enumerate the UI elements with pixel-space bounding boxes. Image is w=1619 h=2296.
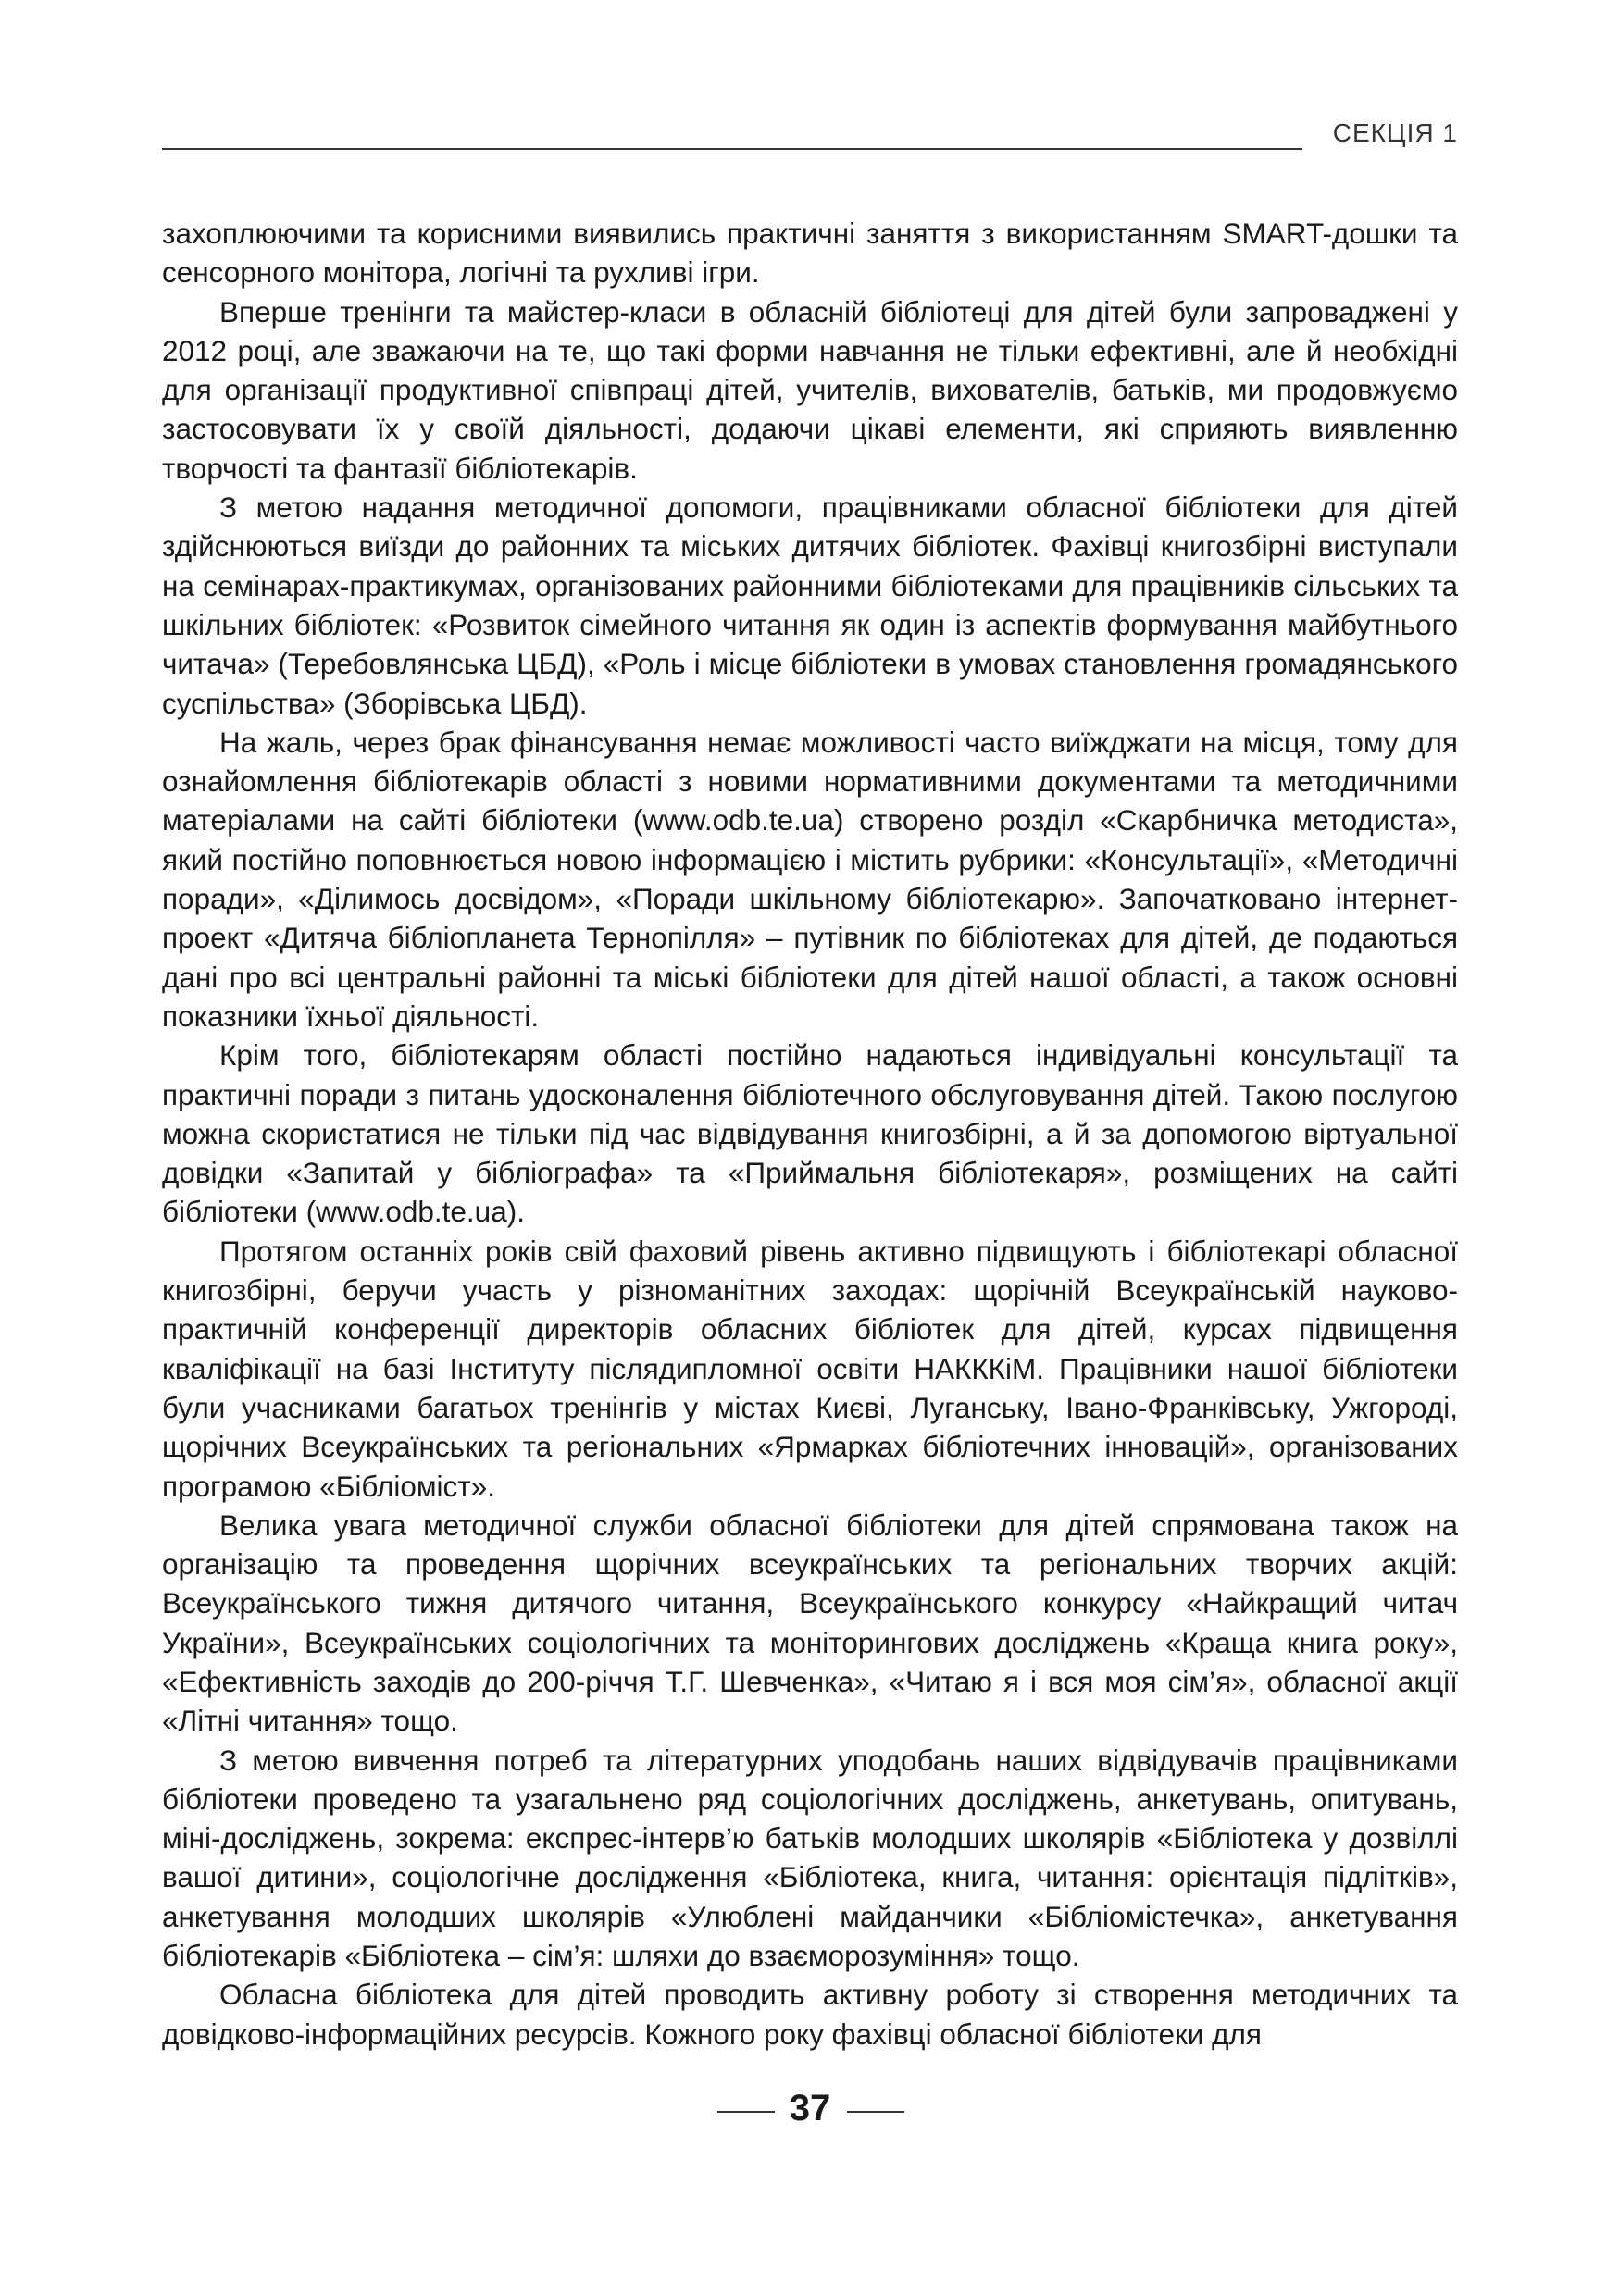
paragraph-8: З метою вивчення потреб та літературних уподобань наших відвідувачів працівниками бібліотеки проведено та узагальнено ряд соціологічних досліджень, анкетувань, опитувань, міні-досліджень, зокрема: експрес-інтерв’ю батьків молодших школярів «Бібліотека у дозвіллі вашої дитини», соціологічне дослідження «Бібліотека, книга, читання: орієнтація підлітків», анкетування молодших школярів «Улюблені майданчики «Бібліомістечка», анкетування бібліотекарів «Бібліотека – сім’я: шляхи до взаєморозуміння» тощо.: [162, 1743, 1458, 1973]
paragraph-6: Протягом останніх років свій фаховий рівень активно підвищують і бібліотекарі обласної книгозбірні, беручи участь у різноманітних заходах: щорічній Всеукраїнській науково-практичній конференції директорів обласних бібліотек для дітей, курсах підвищення кваліфікації на базі Інституту післядипломної освіти НАКККіМ. Працівники нашої бібліотеки були учасниками багатьох тренінгів у містах Києві, Луганську, Івано-Франківську, Ужгороді, щорічних Всеукраїнських та регіональних «Ярмарках бібліотечних інновацій», організованих програмою «Бібліоміст».: [162, 1234, 1458, 1503]
paragraph-5: Крім того, бібліотекарям області постійно надаються індивідуальні консультації та практичні поради з питань удосконалення бібліотечного обслуговування дітей. Такою послугою можна скористатися не тільки під час відвідування книгозбірні, а й за допомогою віртуальної довідки «Запитай у бібліографа» та «Приймальня бібліотекаря», розміщених на сайті бібліотеки (www.odb.te.ua).: [162, 1038, 1458, 1229]
section-label: СЕКЦІЯ 1: [1332, 118, 1458, 147]
paragraph-1: захоплюючими та корисними виявились практичні заняття з використанням SMART-дошки та сенсорного монітора, логічні та рухливі ігри.: [162, 217, 1458, 290]
paragraph-9: Обласна бібліотека для дітей проводить активну роботу зі створення методичних та довідково-інформаційних ресурсів. Кожного року фахівці обласної бібліотеки для: [162, 1978, 1458, 2051]
footer-rule-right: [847, 2111, 904, 2113]
page-footer: [0, 2088, 1619, 2134]
page-number: 37: [789, 2088, 831, 2128]
paragraph-2: Вперше тренінги та майстер-класи в обласній бібліотеці для дітей були запроваджені у 2012 році, але зважаючи на те, що такі форми навчання не тільки ефективні, але й необхідні для організації продуктивної співпраці дітей, учителів, вихователів, батьків, ми продовжуємо застосовувати їх у своїй діяльності, додаючи цікаві елементи, які сприяють виявленню творчості та фантазії бібліотекарів.: [162, 294, 1458, 485]
footer-rule-left: [717, 2111, 775, 2113]
paragraph-4: На жаль, через брак фінансування немає можливості часто виїжджати на місця, тому для ознайомлення бібліотекарів області з новими нормативними документами та методичними матеріалами на сайті бібліотеки (www.odb.te.ua) створено розділ «Скарбничка методиста», який постійно поповнюється новою інформацією і містить рубрики: «Консультації», «Методичні поради», «Ділимось досвідом», «Поради шкільному бібліотекарю». Започатковано інтернет-проект «Дитяча бібліопланета Тернопілля» – путівник по бібліотеках для дітей, де подаються дані про всі центральні районні та міські бібліотеки для дітей нашої області, а також основні показники їхньої діяльності.: [162, 725, 1458, 1033]
running-header: [162, 118, 1458, 155]
header-rule: [162, 148, 1302, 150]
paragraph-3: З метою надання методичної допомоги, працівниками обласної бібліотеки для дітей здійснюються виїзди до районних та міських дитячих бібліотек. Фахівці книгозбірні виступали на семінарах-практикумах, організованих районними бібліотеками для працівників сільських та шкільних бібліотек: «Розвиток сімейного читання як один із аспектів формування майбутнього читача» (Теребовлянська ЦБД), «Роль і місце бібліотеки в умовах становлення громадянського суспільства» (Зборівська ЦБД).: [162, 490, 1458, 720]
paragraph-7: Велика увага методичної служби обласної бібліотеки для дітей спрямована також на організацію та проведення щорічних всеукраїнських та регіональних творчих акцій: Всеукраїнського тижня дитячого читання, Всеукраїнського конкурсу «Найкращий читач України», Всеукраїнських соціологічних та моніторингових досліджень «Краща книга року», «Ефективність заходів до 200-річчя Т.Г. Шевченка», «Читаю я і вся моя сім’я», обласної акції «Літні читання» тощо.: [162, 1508, 1458, 1738]
page-body: [162, 214, 1458, 2054]
